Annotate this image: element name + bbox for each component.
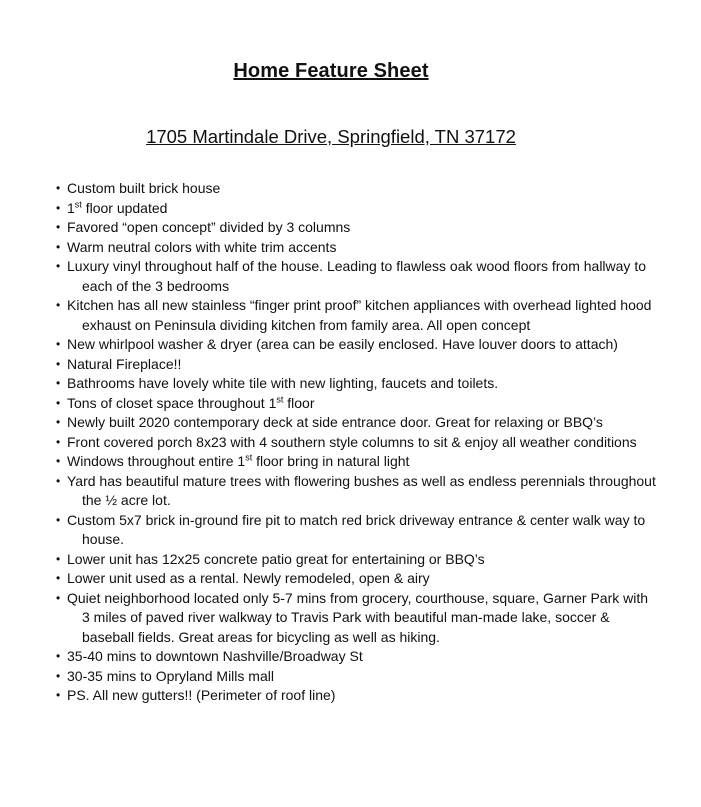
bullet-icon: • — [56, 473, 61, 488]
bullet-icon: • — [56, 395, 61, 410]
bullet-icon: • — [56, 688, 61, 702]
feature-item — [56, 589, 656, 648]
bullet-icon: • — [56, 259, 61, 273]
bullet-icon: • — [56, 512, 61, 527]
bullet-icon: • — [56, 337, 61, 351]
feature-text: Quiet neighborhood located only 5-7 mins from grocery, courthouse, square, Garner Park with 3 miles of paved river walkway to Travis Park with beautiful man-made lake, soccer & baseball fields. Great areas for bicycling as well as hiking. — [67, 589, 649, 645]
ordinal-suffix: st — [276, 393, 284, 404]
feature-item — [56, 355, 656, 375]
feature-item — [56, 179, 656, 199]
feature-text: Bathrooms have lovely white tile with new lighting, faucets and toilets. — [67, 375, 499, 391]
bullet-icon: • — [56, 200, 61, 215]
feature-text: Lower unit has 12x25 concrete patio great for entertaining or BBQ’s — [67, 550, 485, 567]
feature-text: Windows throughout entire 1st floor bring in natural light — [67, 452, 410, 469]
feature-text: Warm neutral colors with white trim accents — [67, 238, 337, 255]
bullet-icon: • — [56, 668, 61, 683]
feature-text: Custom built brick house — [67, 180, 221, 196]
feature-item — [56, 238, 656, 258]
page-title: Home Feature Sheet — [233, 60, 429, 82]
feature-text: 30-35 mins to Opryland Mills mall — [67, 667, 274, 684]
feature-item — [56, 647, 656, 667]
feature-text: Tons of closet space throughout 1st floor — [67, 393, 315, 411]
bullet-icon: • — [56, 356, 61, 371]
bullet-icon: • — [56, 298, 61, 312]
feature-item — [56, 511, 656, 550]
bullet-icon: • — [56, 415, 61, 429]
feature-text: Kitchen has all new stainless “finger print proof” kitchen appliances with overhead lighted hood exhaust on Peninsula dividing kitchen from family area. All open concept — [67, 297, 652, 333]
feature-item — [56, 394, 656, 414]
feature-text: 35-40 mins to downtown Nashville/Broadway St — [67, 648, 363, 664]
bullet-icon: • — [56, 239, 61, 254]
feature-item — [56, 686, 656, 706]
bullet-icon: • — [56, 590, 61, 605]
feature-text: Custom 5x7 brick in-ground fire pit to match red brick driveway entrance & center walk way to house. — [67, 511, 646, 547]
bullet-icon: • — [56, 454, 61, 468]
feature-text: Yard has beautiful mature trees with flowering bushes as well as endless perennials throughout the ½ acre lot. — [67, 472, 656, 508]
feature-text: Natural Fireplace!! — [67, 355, 182, 372]
feature-item — [56, 413, 656, 433]
feature-text: Favored “open concept” divided by 3 columns — [67, 219, 351, 235]
bullet-icon: • — [56, 181, 61, 195]
bullet-icon: • — [56, 649, 61, 663]
feature-item — [56, 667, 656, 687]
ordinal-suffix: st — [245, 452, 253, 463]
feature-item — [56, 374, 656, 394]
feature-item — [56, 550, 656, 570]
feature-item — [56, 335, 656, 355]
bullet-icon: • — [56, 434, 61, 449]
bullet-icon: • — [56, 551, 61, 566]
feature-item — [56, 472, 656, 511]
feature-text: Lower unit used as a rental. Newly remodeled, open & airy — [67, 570, 430, 586]
bullet-icon: • — [56, 571, 61, 585]
bullet-icon: • — [56, 376, 61, 390]
feature-item — [56, 452, 656, 472]
ordinal-suffix: st — [74, 198, 82, 209]
feature-item — [56, 296, 656, 335]
feature-item — [56, 569, 656, 589]
feature-item — [56, 257, 656, 296]
feature-text: Luxury vinyl throughout half of the house. Leading to flawless oak wood floors from hallway to each of the 3 bedrooms — [67, 258, 646, 294]
feature-item — [56, 433, 656, 453]
feature-text: Front covered porch 8x23 with 4 southern style columns to sit & enjoy all weather conditions — [67, 433, 637, 450]
property-address: 1705 Martindale Drive, Springfield, TN 37172 — [146, 126, 516, 147]
feature-text: Newly built 2020 contemporary deck at side entrance door. Great for relaxing or BBQ’s — [67, 414, 603, 430]
bullet-icon: • — [56, 220, 61, 234]
feature-text: 1st floor updated — [67, 198, 168, 216]
feature-item — [56, 199, 656, 219]
feature-text: PS. All new gutters!! (Perimeter of roof line) — [67, 687, 336, 703]
feature-text: New whirlpool washer & dryer (area can be easily enclosed. Have louver doors to attach) — [67, 336, 618, 352]
feature-list — [56, 179, 656, 706]
feature-item — [56, 218, 656, 238]
